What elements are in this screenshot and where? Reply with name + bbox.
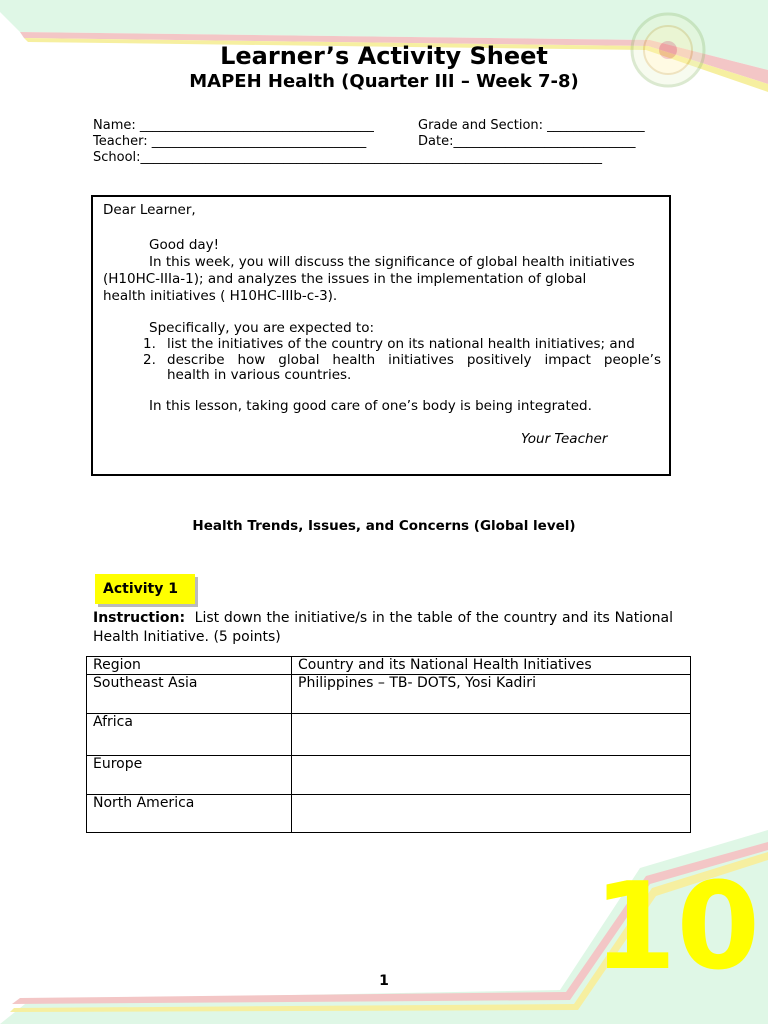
list-item-number: 1.	[143, 336, 156, 352]
letter-paragraph-line: (H10HC-IIIa-1); and analyzes the issues in the implementation of global	[103, 271, 587, 287]
letter-paragraph-line: In this week, you will discuss the significance of global health initiatives	[149, 254, 635, 270]
letter-greeting: Good day!	[149, 237, 220, 253]
table-row	[87, 675, 691, 714]
table-row	[87, 714, 691, 756]
table-cell-initiatives[interactable]	[292, 756, 691, 795]
initiatives-table	[86, 656, 691, 833]
page-title: Learner’s Activity Sheet	[220, 42, 548, 70]
table-header-cell: Country and its National Health Initiatives	[292, 657, 691, 675]
table-cell-region: Africa	[87, 714, 292, 756]
page-subtitle: MAPEH Health (Quarter III – Week 7-8)	[189, 71, 579, 92]
letter-box	[91, 195, 671, 476]
grade-section-field[interactable]: Grade and Section: _______________	[418, 118, 645, 133]
list-item-number: 2.	[143, 352, 156, 368]
name-field[interactable]: Name: ____________________________________	[93, 118, 374, 133]
letter-salutation: Dear Learner,	[103, 202, 196, 218]
activity-tag: Activity 1	[95, 574, 195, 604]
letter-signature: Your Teacher	[521, 431, 608, 447]
table-row	[87, 795, 691, 833]
list-item: describe how global health initiatives positively impact people’s	[167, 352, 661, 368]
table-cell-initiatives[interactable]: Philippines – TB- DOTS, Yosi Kadiri	[292, 675, 691, 714]
grade-number: 10	[593, 858, 760, 997]
table-row	[87, 756, 691, 795]
date-field[interactable]: Date:____________________________	[418, 134, 636, 149]
school-field[interactable]: School:_______________________________________________________________________	[93, 150, 603, 165]
letter-closing: In this lesson, taking good care of one’s body is being integrated.	[149, 398, 592, 414]
table-cell-region: Europe	[87, 756, 292, 795]
page-number: 1	[379, 973, 389, 989]
instruction-text: List down the initiative/s in the table of the country and its National Health Initiative. (5 points)	[93, 610, 673, 645]
table-cell-region: North America	[87, 795, 292, 833]
instruction	[93, 609, 673, 647]
table-cell-initiatives[interactable]	[292, 795, 691, 833]
section-heading: Health Trends, Issues, and Concerns (Global level)	[192, 518, 576, 534]
letter-expectation: Specifically, you are expected to:	[149, 320, 375, 336]
letter-paragraph-line: health initiatives ( H10HC-IIIb-c-3).	[103, 288, 338, 304]
teacher-field[interactable]: Teacher: _________________________________	[93, 134, 367, 149]
table-header-cell: Region	[87, 657, 292, 675]
list-item: list the initiatives of the country on its national health initiatives; and	[167, 336, 635, 352]
instruction-label: Instruction:	[93, 610, 186, 626]
table-header-row	[87, 657, 691, 675]
table-cell-initiatives[interactable]	[292, 714, 691, 756]
list-item-continuation: health in various countries.	[167, 367, 352, 383]
table-cell-region: Southeast Asia	[87, 675, 292, 714]
